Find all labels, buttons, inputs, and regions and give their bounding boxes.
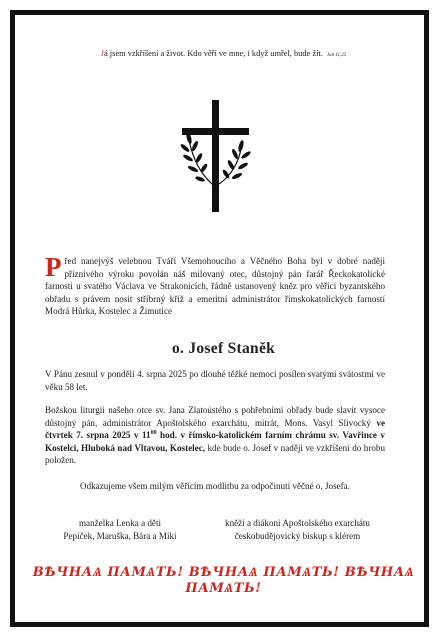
family-signature [45,517,195,543]
death-notice-paragraph: V Pánu zesnul v pondělí 4. srpna 2025 po dlouhé těžké nemoci posílen svatými svátostmi ve věku 58 let. [45,369,385,392]
signature-line: manželka Lenka a děti [78,518,162,528]
deceased-name: o. Josef Staněk [171,340,276,357]
funeral-date-time: ve čtvrtek 7. srpna 2025 v $11^{00}$ hod. v římsko-katolickém farním chrámu sv. Vavřince v Kostelci, Hluboká nad Vltavou, Kostelec, [45,417,385,453]
funeral-details-paragraph [45,404,385,467]
intro-paragraph [45,252,385,318]
drop-cap: P [45,252,62,282]
funeral-text-2: kde bude o. Josef v naději ve vzkříšení do hrobu položen. [45,442,386,466]
signature-line: českobudějovický biskup s klérem [234,530,361,541]
prayer-request: Odkazujeme všem milým věřícím modlitbu za odpočinutí věčné o. Josefa. [80,481,350,491]
eternal-memory-text: ВѢЧНАѦ ПАМѦТЬ! ВѢЧНАѦ ПАМѦТЬ! ВѢЧНАѦ ПАМѦТЬ! [32,565,415,596]
bible-quote [0,48,447,61]
intro-text: řed nanejvýš velebnou Tváří Všemohoucího a Věčného Boha byl v dobré naději příznivého výroku povolán náš milovaný otec, důstojný pán farář Řeckokatolické farnosti u svatého Václava ve Strakonicích, řádně ustanovený kněz pro věřící byzantského obřadu s právem nosit stříbrný kříž a emeritní administrátor římskokatolických farností Modrá Hůrka, Kostelec a Žimutice [45,256,385,317]
funeral-text-1: Božskou liturgii našeho otce sv. Jana Zlatoústého s pohřebními obřady bude slavit vysoce důstojný pán, administrátor Apoštolského exarchátu, mitrát, Mons. Vasyl Slivocký [45,405,385,428]
quote-text: á jsem vzkříšení a život. Kdo věří ve mne, i když umřel, bude žít. [103,49,323,58]
cross-with-branches-icon [179,88,253,212]
signature-line: kněží a diákoni Apoštolského exarchátu [225,518,370,528]
quote-initial: J [100,49,104,58]
clergy-signature [200,517,395,543]
quote-reference: Jan 11,25 [326,53,347,58]
signature-line: Pepíček, Maruška, Bára a Miki [63,530,177,541]
